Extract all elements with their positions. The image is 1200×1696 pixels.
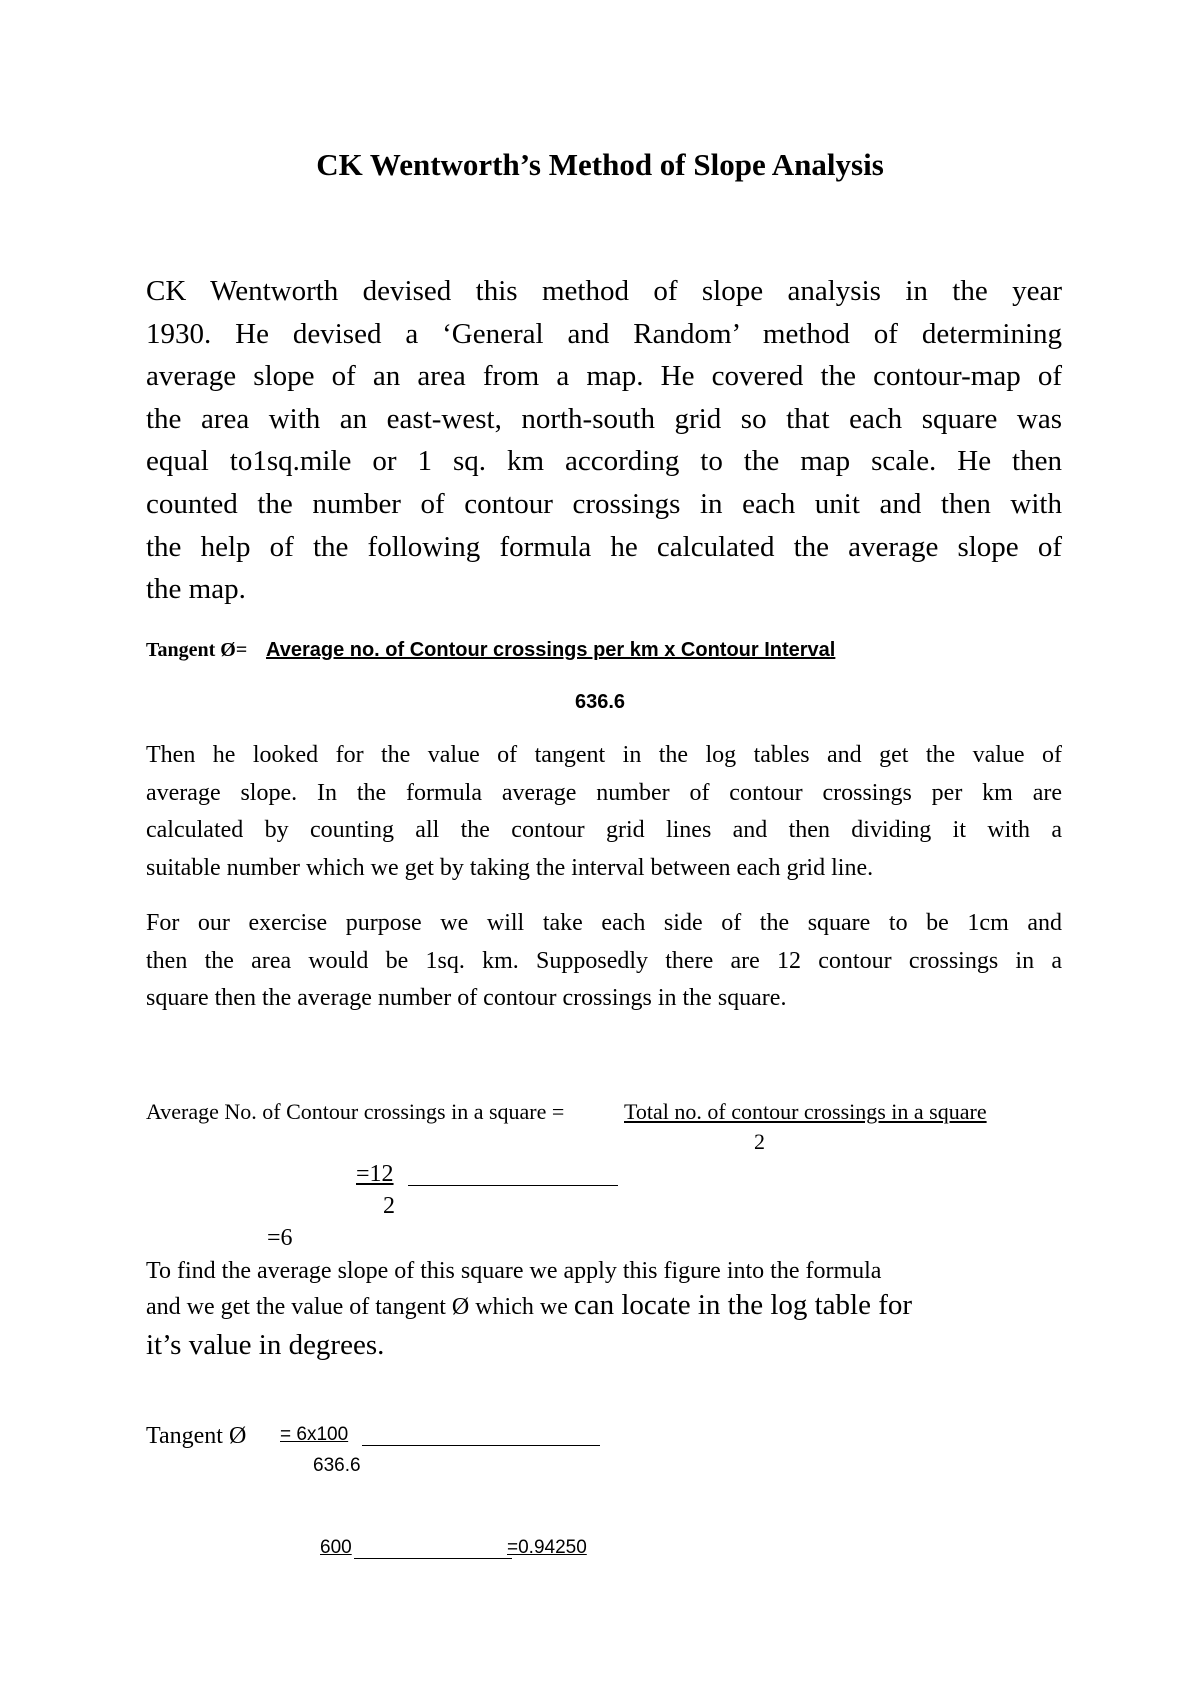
paragraph4-line2 — [146, 1288, 912, 1324]
tangent-result-value: =0.94250 — [507, 1537, 587, 1558]
paragraph-line: For our exercise purpose we will take each side of the square to be 1cm and — [146, 910, 1062, 936]
paragraph-line: suitable number which we get by taking the interval between each grid line. — [146, 854, 874, 881]
fraction-rule — [362, 1445, 600, 1446]
document-title: CK Wentworth’s Method of Slope Analysis — [316, 147, 884, 182]
paragraph4-line1: To find the average slope of this square we apply this figure into the formula — [146, 1258, 882, 1284]
fraction-rule — [408, 1185, 618, 1186]
intro-line: counted the number of contour crossings in each unit and then with — [146, 487, 1062, 520]
tangent-result-numerator: 600 — [320, 1537, 352, 1558]
average-formula-label: Average No. of Contour crossings in a square = — [146, 1099, 565, 1124]
paragraph4-line3: it’s value in degrees. — [146, 1329, 385, 1361]
intro-line: 1930. He devised a ‘General and Random’ method of determining — [146, 317, 1062, 350]
calculation-result: =6 — [267, 1225, 293, 1251]
tangent-denominator: 636.6 — [313, 1455, 361, 1476]
intro-line: the area with an east-west, north-south grid so that each square was — [146, 402, 1062, 435]
calculation-numerator: =12 — [356, 1161, 394, 1187]
tangent-numerator: = 6x100 — [280, 1424, 349, 1445]
paragraph4-line2-part1: and we get the value of tangent Ø which we — [146, 1294, 574, 1320]
intro-line: CK Wentworth devised this method of slope analysis in the year — [146, 275, 1062, 307]
paragraph-line: average slope. In the formula average number of contour crossings per km are — [146, 779, 1062, 806]
paragraph-line: Then he looked for the value of tangent in the log tables and get the value of — [146, 742, 1062, 768]
average-formula-numerator: Total no. of contour crossings in a square — [624, 1099, 987, 1124]
calculation-denominator: 2 — [383, 1193, 395, 1219]
intro-paragraph — [146, 270, 1062, 611]
paragraph4-line2-part2: can locate in the log table for — [573, 1289, 913, 1321]
intro-line: the map. — [146, 573, 246, 606]
fraction-rule — [354, 1558, 512, 1559]
intro-line: the help of the following formula he calculated the average slope of — [146, 530, 1062, 563]
intro-line: average slope of an area from a map. He covered the contour-map of — [146, 360, 1062, 393]
paragraph-exercise — [146, 905, 1062, 1018]
formula-denominator: 636.6 — [574, 691, 626, 713]
paragraph-line: square then the average number of contour crossings in the square. — [146, 985, 787, 1011]
average-formula-denominator: 2 — [754, 1129, 765, 1154]
paragraph-line: calculated by counting all the contour grid lines and then dividing it with a — [146, 817, 1062, 843]
intro-line: equal to1sq.mile or 1 sq. km according to the map scale. He then — [146, 445, 1062, 478]
formula-label: Tangent Ø= — [146, 639, 248, 661]
formula-numerator: Average no. of Contour crossings per km x Contour Interval — [266, 639, 836, 661]
tangent-label: Tangent Ø — [146, 1423, 247, 1449]
paragraph-log-tables — [146, 737, 1062, 887]
paragraph-line: then the area would be 1sq. km. Supposedly there are 12 contour crossings in a — [146, 947, 1062, 974]
